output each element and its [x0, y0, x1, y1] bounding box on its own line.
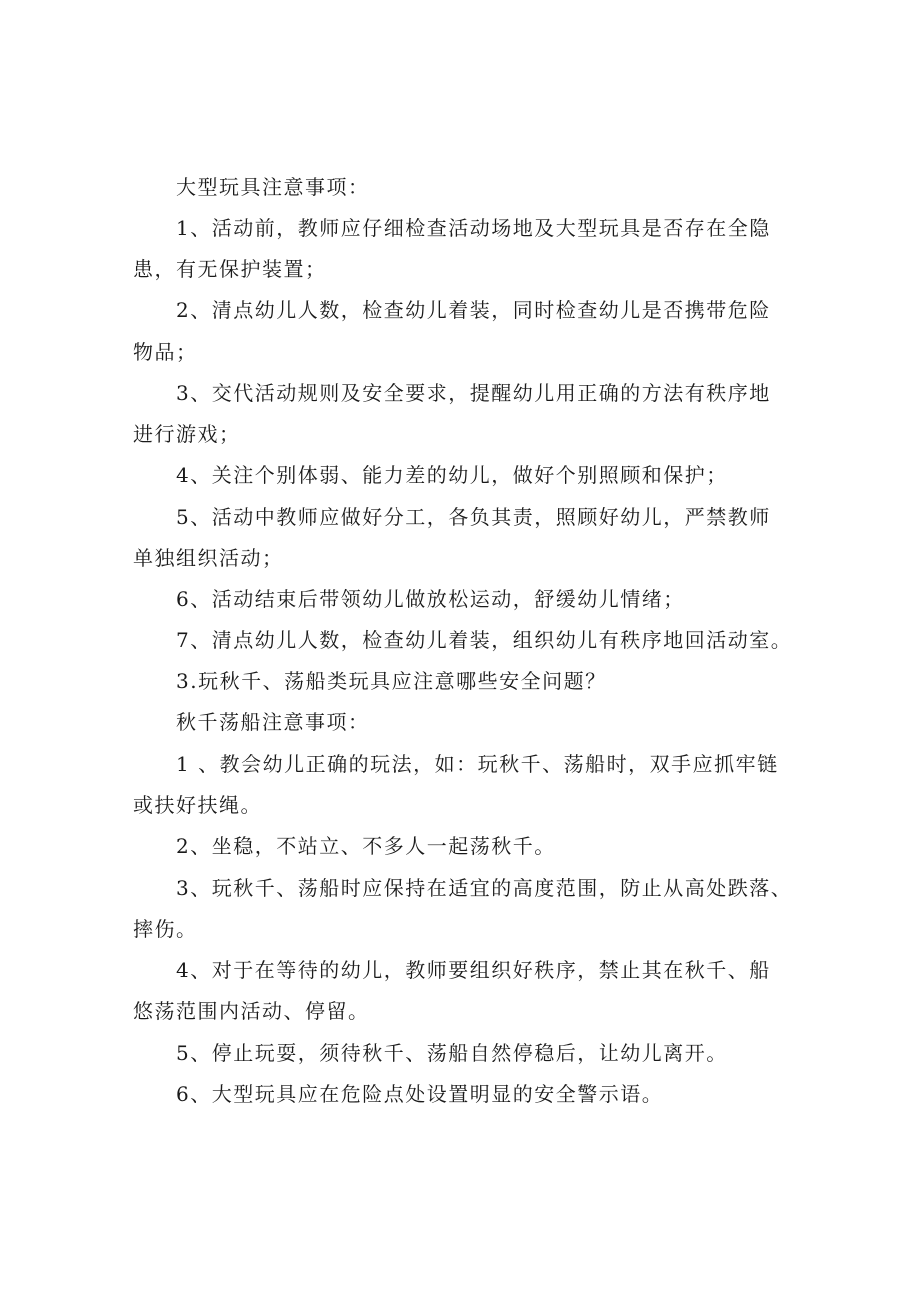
paragraph-line: 4、对于在等待的幼儿，教师要组织好秩序，禁止其在秋千、船: [176, 958, 771, 982]
paragraph-line: 7、清点幼儿人数，检查幼儿着装，组织幼儿有秩序地回活动室。: [176, 628, 793, 652]
paragraph-line: 1 、教会幼儿正确的玩法，如：玩秋千、荡船时，双手应抓牢链: [176, 752, 779, 776]
paragraph-line: 单独组织活动；: [133, 546, 284, 570]
paragraph-line: 5、停止玩耍，须待秋千、荡船自然停稳后，让幼儿离开。: [176, 1041, 728, 1065]
paragraph-line: 悠荡范围内活动、停留。: [133, 999, 370, 1023]
paragraph-line: 2、坐稳，不站立、不多人一起荡秋千。: [176, 834, 556, 858]
paragraph-line: 或扶好扶绳。: [133, 793, 262, 817]
paragraph-line: 4、关注个别体弱、能力差的幼儿，做好个别照顾和保护；: [176, 463, 728, 487]
paragraph-line: 物品；: [133, 340, 198, 364]
section-heading-large-toys: 大型玩具注意事项：: [176, 175, 370, 199]
paragraph-line: 6、活动结束后带领幼儿做放松运动，舒缓幼儿情绪；: [176, 587, 685, 611]
paragraph-line: 患，有无保护装置；: [133, 257, 327, 281]
paragraph-line: 进行游戏；: [133, 422, 241, 446]
paragraph-line: 2、清点幼儿人数，检查幼儿着装，同时检查幼儿是否携带危险: [176, 298, 771, 322]
paragraph-line: 摔伤。: [133, 917, 198, 941]
paragraph-line: 5、活动中教师应做好分工，各负其责，照顾好幼儿，严禁教师: [176, 505, 771, 529]
paragraph-line: 6、大型玩具应在危险点处设置明显的安全警示语。: [176, 1082, 664, 1106]
paragraph-line: 3、玩秋千、荡船时应保持在适宜的高度范围，防止从高处跌落、: [176, 876, 793, 900]
paragraph-line: 3、交代活动规则及安全要求，提醒幼儿用正确的方法有秩序地: [176, 381, 771, 405]
paragraph-line: 1、活动前，教师应仔细检查活动场地及大型玩具是否存在全隐: [176, 216, 771, 240]
section-heading-swing: 秋千荡船注意事项：: [176, 710, 370, 734]
question-heading: 3.玩秋千、荡船类玩具应注意哪些安全问题？: [176, 669, 607, 693]
